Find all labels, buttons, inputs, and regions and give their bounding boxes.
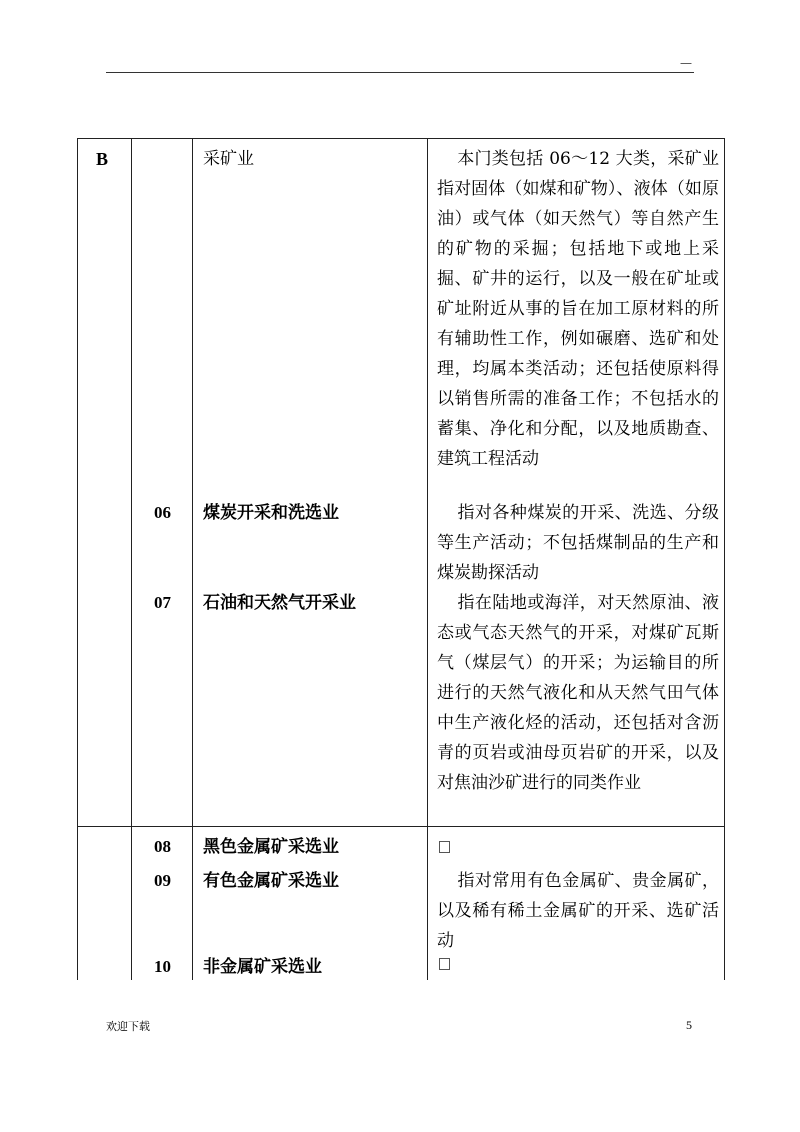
section-code: B — [96, 149, 109, 169]
table-divider-3 — [427, 138, 428, 980]
table-border-left — [77, 138, 78, 980]
table-border-top — [77, 138, 725, 139]
row-desc-07-text: 指在陆地或海洋，对天然原油、液态或气态天然气的开采，对煤矿瓦斯气（煤层气）的开采；为运输目的所进行的天然气液化和从天然气田气体中生产液化烃的活动，还包括对含沥青的页岩或油母页岩矿的开采，以及对焦油沙矿进行的同类作业 — [437, 593, 719, 793]
table-divider-2 — [192, 138, 193, 980]
row-desc-07 — [437, 588, 719, 798]
row-desc-09 — [437, 866, 719, 956]
row-name-07: 石油和天然气开采业 — [203, 593, 356, 613]
table-border-right — [724, 138, 725, 980]
empty-cell-placeholder — [439, 958, 450, 970]
row-desc-06-text: 指对各种煤炭的开采、洗选、分级等生产活动；不包括煤制品的生产和煤炭勘探活动 — [437, 503, 719, 583]
section-description-text: 本门类包括 06～12 大类，采矿业指对固体（如煤和矿物）、液体（如原油）或气体（如天然气）等自然产生的矿物的采掘；包括地下或地上采掘、矿井的运行，以及一般在矿址或矿址附近从事的旨在加工原材料的所有辅助性工作，例如碾磨、选矿和处理，均属本类活动；还包括使原料得以销售所需的准备工作；不包括水的蓄集、净化和分配，以及地质勘查、建筑工程活动 — [437, 149, 719, 469]
row-code-10: 10 — [154, 957, 171, 976]
section-description — [437, 144, 719, 474]
table-row-divider — [77, 826, 725, 827]
empty-cell-placeholder — [439, 841, 450, 853]
row-code-06: 06 — [154, 503, 171, 522]
row-name-10: 非金属矿采选业 — [203, 957, 322, 977]
row-name-06: 煤炭开采和洗选业 — [203, 503, 339, 523]
row-desc-06 — [437, 498, 719, 588]
row-code-08: 08 — [154, 837, 171, 856]
footer-note: 欢迎下载 — [106, 1020, 150, 1033]
row-name-09: 有色金属矿采选业 — [203, 871, 339, 891]
table-divider-1 — [131, 138, 132, 980]
row-name-08: 黑色金属矿采选业 — [203, 837, 339, 857]
section-name: 采矿业 — [203, 149, 254, 169]
page-number: 5 — [686, 1018, 692, 1032]
row-code-09: 09 — [154, 871, 171, 890]
header-rule — [106, 72, 694, 73]
row-desc-09-text: 指对常用有色金属矿、贵金属矿，以及稀有稀土金属矿的开采、选矿活动 — [437, 871, 719, 951]
row-code-07: 07 — [154, 593, 171, 612]
header-mark: — — [680, 56, 692, 70]
